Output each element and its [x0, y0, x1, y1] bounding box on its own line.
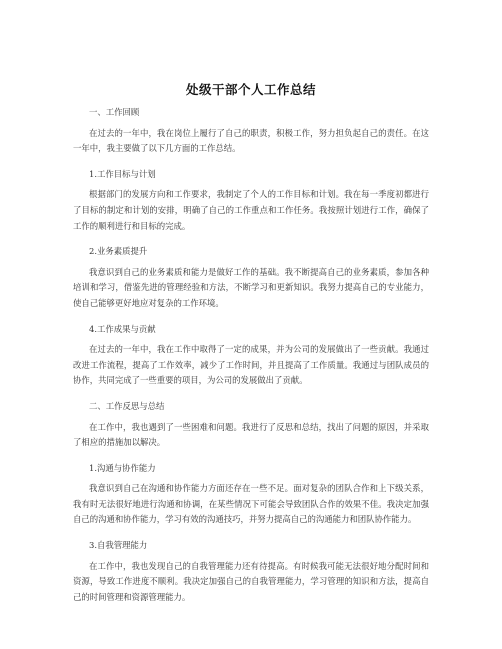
subsection-text: 在工作中，我也发现自己的自我管理能力还有待提高。有时候我可能无法很好地分配时间和资源，导致工作进度不顺利。我决定加强自己的自我管理能力，学习管理的知识和方法，提高自己的时间管理和资源管理能力。	[73, 560, 429, 602]
subsection-text: 在过去的一年中，我在工作中取得了一定的成果，并为公司的发展做出了一些贡献。我通过改进工作流程，提高了工作效率，减少了工作时间，并且提高了工作质量。我通过与团队成员的协作，共同完成了一些重要的项目，为公司的发展做出了贡献。	[73, 344, 429, 386]
document-title: 处级干部个人工作总结	[185, 82, 316, 97]
subsection-text: 我意识到自己在沟通和协作能力方面还存在一些不足。面对复杂的团队合作和上下级关系，我有时无法很好地进行沟通和协调，在某些情况下可能会导致团队合作的效果不佳。我决定加强自己的沟通和协作能力，学习有效的沟通技巧，并努力提高自己的沟通能力和团队协作能力。	[73, 483, 429, 525]
subsection-heading: 3.自我管理能力	[89, 540, 148, 551]
document-body	[73, 105, 429, 605]
subsection-text: 我意识到自己的业务素质和能力是做好工作的基础。我不断提高自己的业务素质，参加各种培训和学习，借鉴先进的管理经验和方法，不断学习和更新知识。我努力提高自己的专业能力，使自己能够更好地应对复杂的工作环境。	[73, 266, 429, 308]
subsection-text: 根据部门的发展方向和工作要求，我制定了个人的工作目标和计划。我在每一季度初都进行了目标的制定和计划的安排，明确了自己的工作重点和工作任务。我按照计划进行工作，确保了工作的顺利进行和目标的完成。	[73, 189, 429, 231]
section-heading: 二、工作反思与总结	[89, 400, 165, 411]
subsection-heading: 1.沟通与协作能力	[89, 462, 156, 473]
section-intro: 在过去的一年中，我在岗位上履行了自己的职责，积极工作，努力担负起自己的责任。在这一年中，我主要做了以下几方面的工作总结。	[73, 127, 429, 154]
subsection-heading: 1.工作目标与计划	[89, 168, 156, 179]
subsection-heading: 2.业务素质提升	[89, 246, 148, 257]
section-heading: 一、工作回顾	[89, 107, 140, 117]
section-intro: 在工作中，我也遇到了一些困难和问题。我进行了反思和总结，找出了问题的原因，并采取了相应的措施加以解决。	[73, 421, 429, 448]
subsection-heading: 4.工作成果与贡献	[89, 323, 156, 334]
